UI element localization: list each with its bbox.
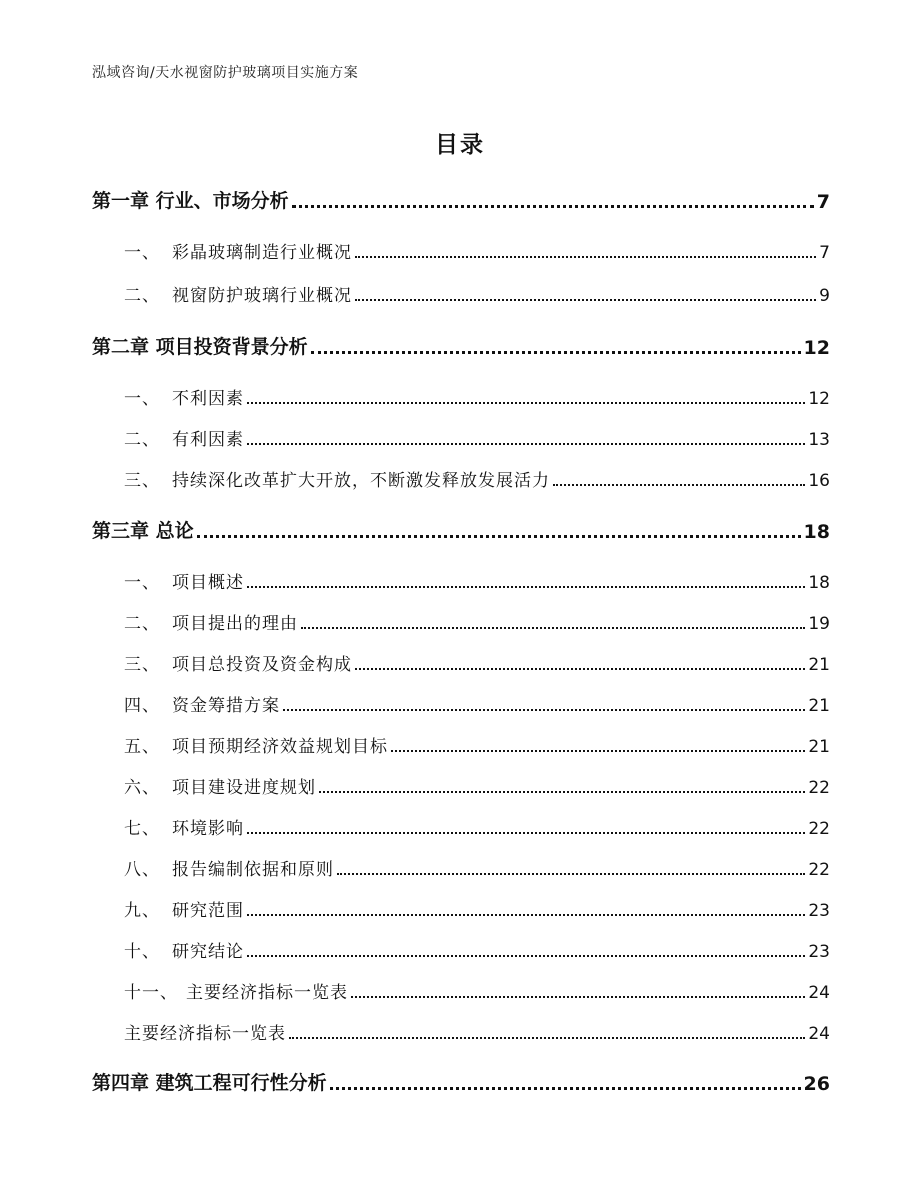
toc-section-text: 项目预期经济效益规划目标	[172, 737, 388, 757]
toc-dot-leader	[330, 1087, 801, 1090]
toc-section-title	[124, 650, 352, 675]
toc-section-number: 四、	[124, 696, 160, 716]
toc-page-number: 22	[808, 819, 830, 839]
toc-section-number: 三、	[124, 655, 160, 675]
toc-chapter-title: 第一章 行业、市场分析	[92, 190, 289, 212]
toc-dot-leader	[247, 586, 805, 588]
toc-section-3-10[interactable]	[92, 937, 830, 962]
toc-section-number: 一、	[124, 243, 160, 263]
toc-section-text: 报告编制依据和原则	[172, 860, 334, 880]
toc-dot-leader	[351, 996, 805, 998]
toc-section-2-3[interactable]	[92, 466, 830, 491]
toc-section-text: 项目建设进度规划	[172, 778, 316, 798]
toc-chapter-title: 第二章 项目投资背景分析	[92, 336, 308, 358]
running-header: 泓域咨询/天水视窗防护玻璃项目实施方案	[92, 65, 359, 81]
toc-section-number: 七、	[124, 819, 160, 839]
toc-chapter-4[interactable]	[92, 1068, 830, 1095]
toc-page-number: 23	[808, 942, 830, 962]
toc-section-number: 十一、	[124, 983, 178, 1003]
toc-section-3-8[interactable]	[92, 855, 830, 880]
toc-dot-leader	[355, 668, 805, 670]
toc-dot-leader	[319, 791, 805, 793]
toc-section-number: 五、	[124, 737, 160, 757]
toc-section-text: 彩晶玻璃制造行业概况	[172, 243, 352, 263]
toc-section-number: 九、	[124, 901, 160, 921]
toc-section-number: 三、	[124, 471, 160, 491]
toc-dot-leader	[292, 205, 814, 208]
toc-section-title	[124, 896, 244, 921]
toc-section-title	[124, 609, 298, 634]
toc-dot-leader	[355, 299, 816, 301]
toc-section-title	[124, 814, 244, 839]
toc-section-text: 不利因素	[172, 389, 244, 409]
toc-dot-leader	[247, 832, 805, 834]
toc-page-number: 24	[808, 983, 830, 1003]
toc-section-2-2[interactable]	[92, 425, 830, 450]
toc-dot-leader	[247, 914, 805, 916]
toc-section-title	[124, 732, 388, 757]
toc-page-number: 16	[808, 471, 830, 491]
toc-chapter-2[interactable]	[92, 332, 830, 359]
toc-page-number: 9	[819, 286, 830, 306]
toc-chapter-title: 第三章 总论	[92, 520, 194, 542]
toc-section-number: 二、	[124, 614, 160, 634]
toc-section-number: 八、	[124, 860, 160, 880]
toc-dot-leader	[391, 750, 805, 752]
toc-section-title	[124, 425, 244, 450]
toc-section-3-5[interactable]	[92, 732, 830, 757]
toc-section-title	[124, 937, 244, 962]
toc-dot-leader	[301, 627, 805, 629]
toc-chapter-3[interactable]	[92, 516, 830, 543]
toc-dot-leader	[247, 443, 805, 445]
toc-section-text: 项目提出的理由	[172, 614, 298, 634]
toc-section-title	[124, 384, 244, 409]
toc-section-3-6[interactable]	[92, 773, 830, 798]
toc-section-1-2[interactable]	[92, 281, 830, 306]
toc-section-text: 研究范围	[172, 901, 244, 921]
toc-section-title	[124, 773, 316, 798]
toc-dot-leader	[289, 1037, 805, 1039]
toc-section-title	[124, 568, 244, 593]
toc-section-text: 主要经济指标一览表	[186, 983, 348, 1003]
toc-section-3-3[interactable]	[92, 650, 830, 675]
toc-dot-leader	[247, 402, 805, 404]
toc-page-number: 7	[819, 243, 830, 263]
toc-section-3-7[interactable]	[92, 814, 830, 839]
toc-section-title	[124, 466, 550, 491]
toc-section-title	[124, 281, 352, 306]
page-title: 目录	[435, 132, 485, 158]
toc-section-number: 二、	[124, 286, 160, 306]
toc-dot-leader	[337, 873, 805, 875]
toc-dot-leader	[283, 709, 805, 711]
toc-section-title	[124, 691, 280, 716]
toc-page-number: 18	[808, 573, 830, 593]
toc-dot-leader	[553, 484, 805, 486]
toc-page-number: 7	[816, 191, 830, 213]
toc-page-number: 26	[803, 1073, 830, 1095]
toc-page-number: 12	[808, 389, 830, 409]
toc-section-number: 二、	[124, 430, 160, 450]
toc-subsection-3-11-table[interactable]	[92, 1019, 830, 1044]
toc-section-3-11[interactable]	[92, 978, 830, 1003]
toc-section-3-9[interactable]	[92, 896, 830, 921]
toc-dot-leader	[311, 351, 801, 354]
toc-page-number: 21	[808, 696, 830, 716]
toc-page-number: 13	[808, 430, 830, 450]
toc-section-title	[124, 978, 348, 1003]
toc-dot-leader	[355, 256, 816, 258]
toc-section-3-2[interactable]	[92, 609, 830, 634]
toc-dot-leader	[197, 535, 801, 538]
toc-page-number: 12	[803, 337, 830, 359]
toc-page-number: 21	[808, 655, 830, 675]
toc-section-text: 有利因素	[172, 430, 244, 450]
toc-dot-leader	[247, 955, 805, 957]
toc-section-3-4[interactable]	[92, 691, 830, 716]
toc-section-text: 研究结论	[172, 942, 244, 962]
toc-section-number: 十、	[124, 942, 160, 962]
toc-section-text: 资金筹措方案	[172, 696, 280, 716]
toc-section-text: 持续深化改革扩大开放，不断激发释放发展活力	[172, 471, 550, 491]
toc-section-title: 主要经济指标一览表	[124, 1024, 286, 1044]
toc-page-number: 21	[808, 737, 830, 757]
toc-section-1-1[interactable]	[92, 238, 830, 263]
toc-section-number: 一、	[124, 573, 160, 593]
toc-page-number: 18	[803, 521, 830, 543]
toc-section-2-1[interactable]	[92, 384, 830, 409]
toc-section-number: 六、	[124, 778, 160, 798]
toc-section-title	[124, 855, 334, 880]
toc-section-text: 项目总投资及资金构成	[172, 655, 352, 675]
toc-section-title	[124, 238, 352, 263]
toc-chapter-title: 第四章 建筑工程可行性分析	[92, 1072, 327, 1094]
toc-page-number: 19	[808, 614, 830, 634]
toc-section-text: 项目概述	[172, 573, 244, 593]
toc-section-3-1[interactable]	[92, 568, 830, 593]
toc-page-number: 22	[808, 778, 830, 798]
toc-page-number: 22	[808, 860, 830, 880]
toc-chapter-1[interactable]	[92, 186, 830, 213]
toc-page-number: 23	[808, 901, 830, 921]
table-of-contents	[92, 0, 830, 1191]
toc-page-number: 24	[808, 1024, 830, 1044]
toc-section-text: 环境影响	[172, 819, 244, 839]
toc-section-text: 视窗防护玻璃行业概况	[172, 286, 352, 306]
toc-section-number: 一、	[124, 389, 160, 409]
